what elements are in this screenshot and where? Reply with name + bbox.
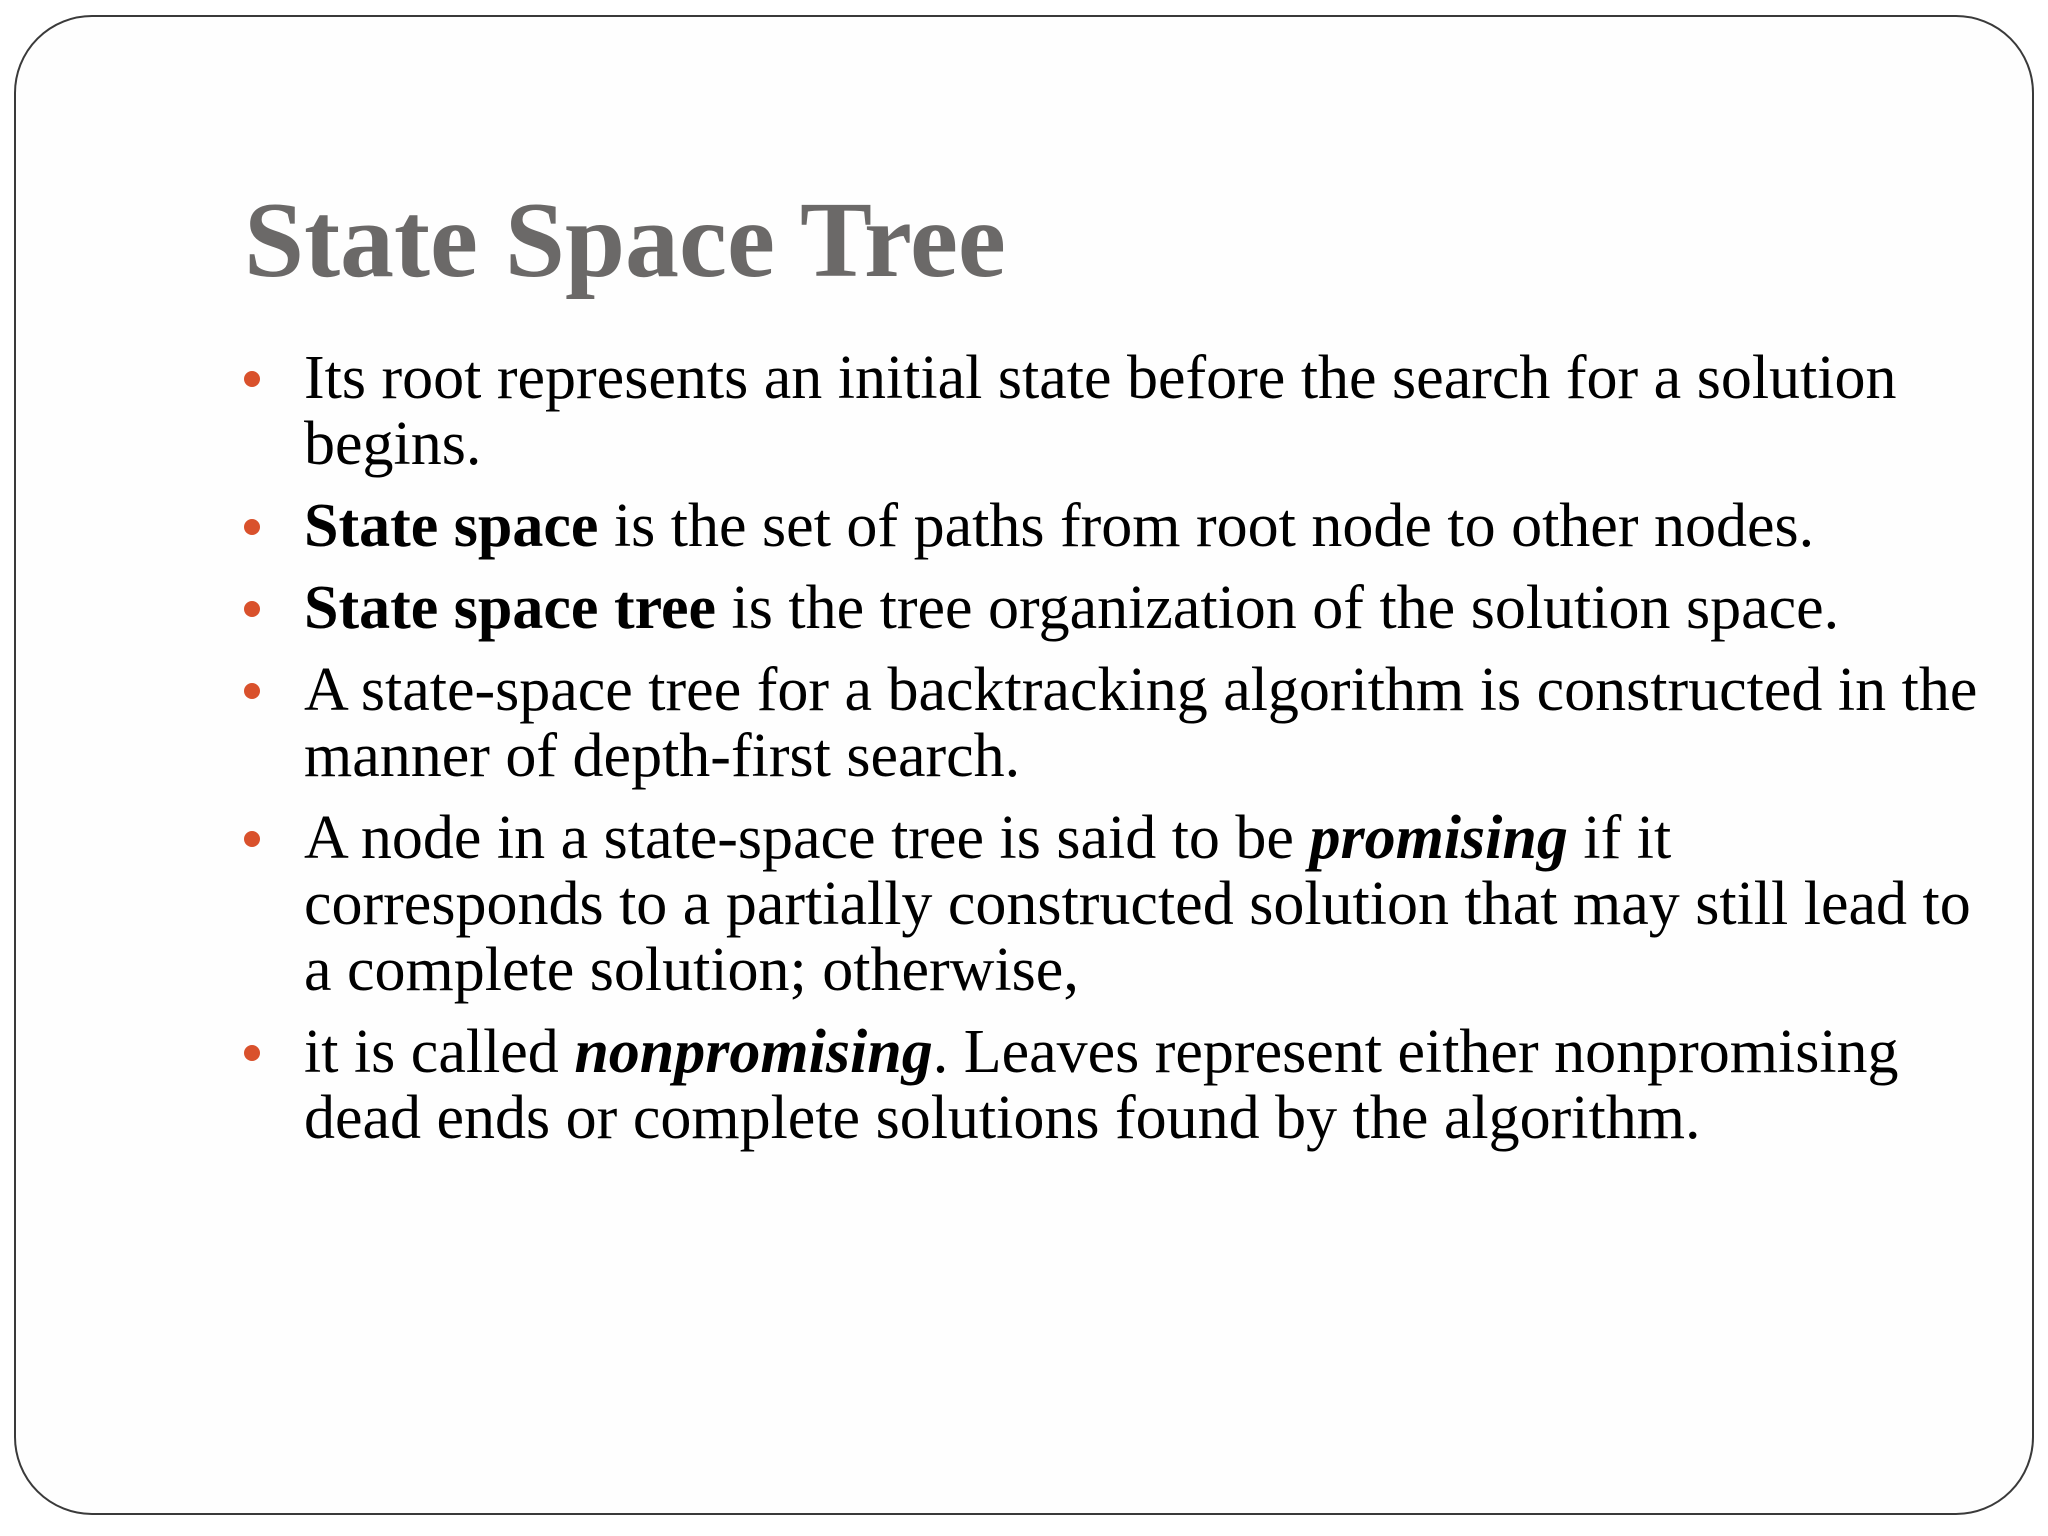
bullet-text: is the set of paths from root node to other nodes. [598,492,1815,560]
bullet-term-bold-italic: nonpromising [574,1018,933,1086]
slide-frame [14,15,2034,1515]
bullet-item [244,1019,1984,1151]
bullet-item [244,657,1984,789]
bullet-text: if it corresponds to a partially constructed solution that may still lead to a complete solution; otherwise, [304,804,1971,1004]
bullet-dot-icon [244,371,260,387]
bullet-item [244,493,1984,559]
bullet-dot-icon [244,601,260,617]
bullet-term-bold: State space tree [304,574,717,642]
bullet-dot-icon [244,519,260,535]
bullet-text: A node in a state-space tree is said to be [304,804,1310,872]
bullet-text: it is called [304,1018,575,1086]
bullet-dot-icon [244,831,260,847]
slide-title: State Space Tree [244,181,1006,300]
bullet-text: Its root represents an initial state before the search for a solution begins. [304,344,1897,478]
bullet-dot-icon [244,683,260,699]
bullet-term-bold-italic: promising [1309,804,1568,872]
bullet-text: is the tree organization of the solution space. [716,574,1840,642]
bullet-item [244,575,1984,641]
bullet-dot-icon [244,1045,260,1061]
bullet-text: A state-space tree for a backtracking algorithm is constructed in the manner of depth-first search. [304,656,1978,790]
bullet-list [244,345,1984,1167]
bullet-item [244,805,1984,1003]
bullet-item [244,345,1984,477]
bullet-term-bold: State space [304,492,599,560]
bullet-text: . Leaves represent either nonpromising dead ends or complete solutions found by the algorithm. [304,1018,1899,1152]
